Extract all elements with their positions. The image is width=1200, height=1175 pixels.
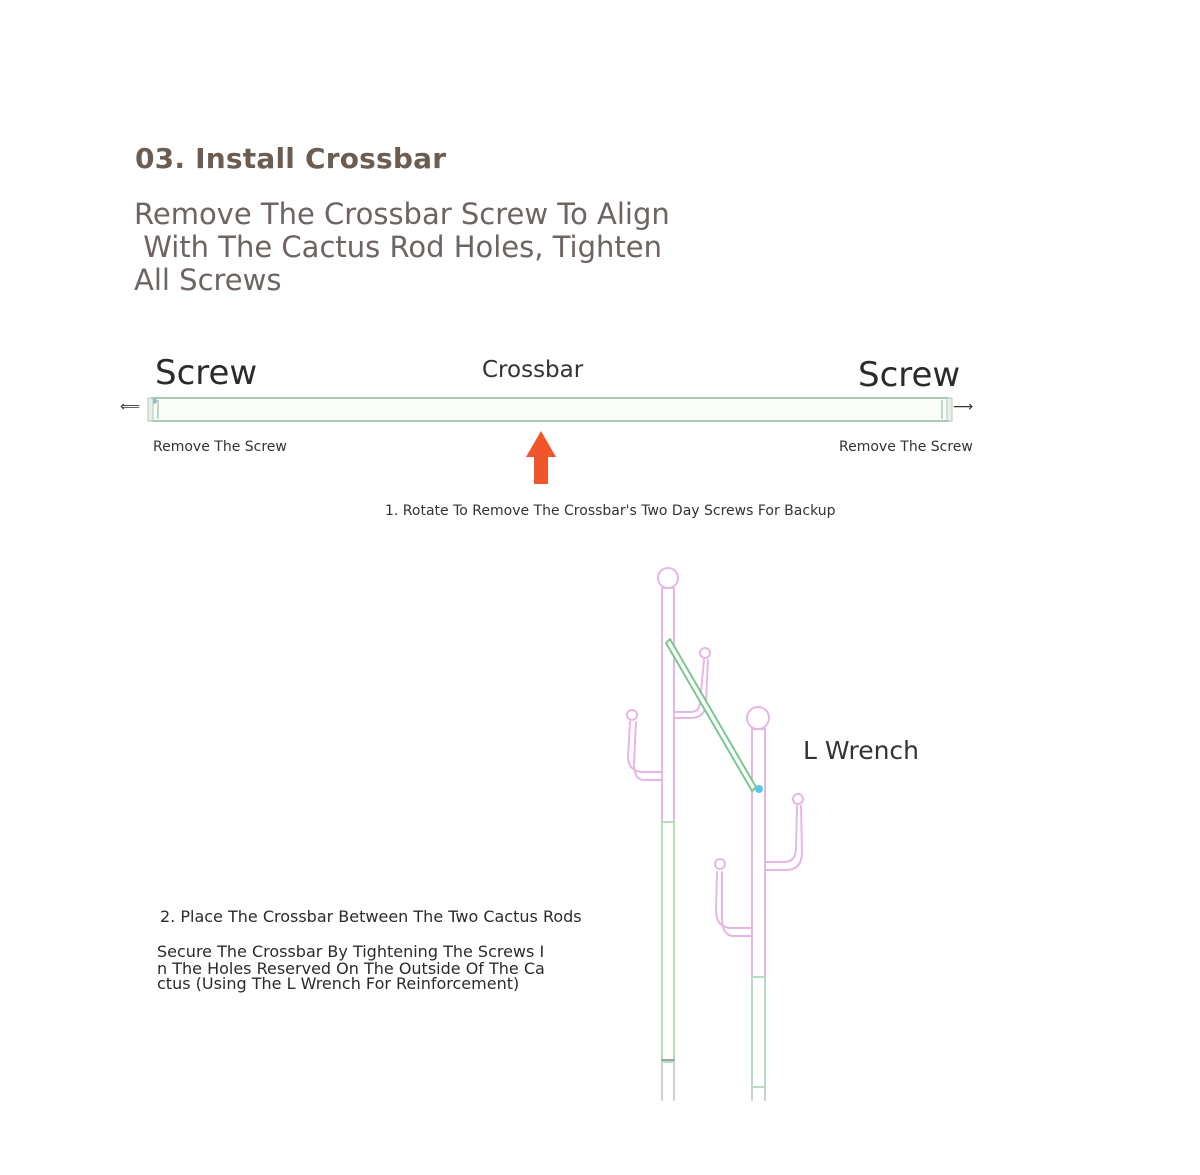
- screw-point: [755, 785, 763, 793]
- secure-line: ctus (Using The L Wrench For Reinforcement): [157, 974, 520, 993]
- secure-instructions: [157, 943, 577, 991]
- secure-line: Secure The Crossbar By Tightening The Screws I: [157, 942, 545, 961]
- right-screw-cap: [947, 398, 952, 421]
- step1-caption: 1. Rotate To Remove The Crossbar's Two Day Screws For Backup: [385, 503, 836, 519]
- crossbar-drawing: [148, 398, 952, 421]
- left-screw-label: Screw: [155, 353, 258, 393]
- secure-line: n The Holes Reserved On The Outside Of The Ca: [157, 959, 545, 978]
- cactus-rods: [627, 568, 803, 1100]
- crossbar-bar: [152, 398, 948, 421]
- crossbar-label: Crossbar: [482, 357, 584, 383]
- right-remove-label: Remove The Screw: [839, 439, 973, 455]
- instruction-line: Remove The Crossbar Screw To Align: [134, 197, 670, 231]
- up-arrow: [526, 431, 556, 484]
- left-remove-label: Remove The Screw: [153, 439, 287, 455]
- step2-heading: 2. Place The Crossbar Between The Two Cactus Rods: [160, 907, 582, 926]
- instruction-line: All Screws: [134, 263, 282, 297]
- instruction-line: With The Cactus Rod Holes, Tighten: [134, 230, 662, 264]
- step-title: 03. Install Crossbar: [135, 142, 447, 175]
- right-arrow-icon: ⟶: [953, 399, 974, 415]
- right-cactus-rod: [715, 707, 803, 1100]
- left-screw-cap: [148, 398, 153, 421]
- left-arrow-icon: ⟸: [120, 399, 141, 415]
- right-screw-label: Screw: [858, 355, 961, 395]
- l-wrench-label: L Wrench: [803, 736, 920, 765]
